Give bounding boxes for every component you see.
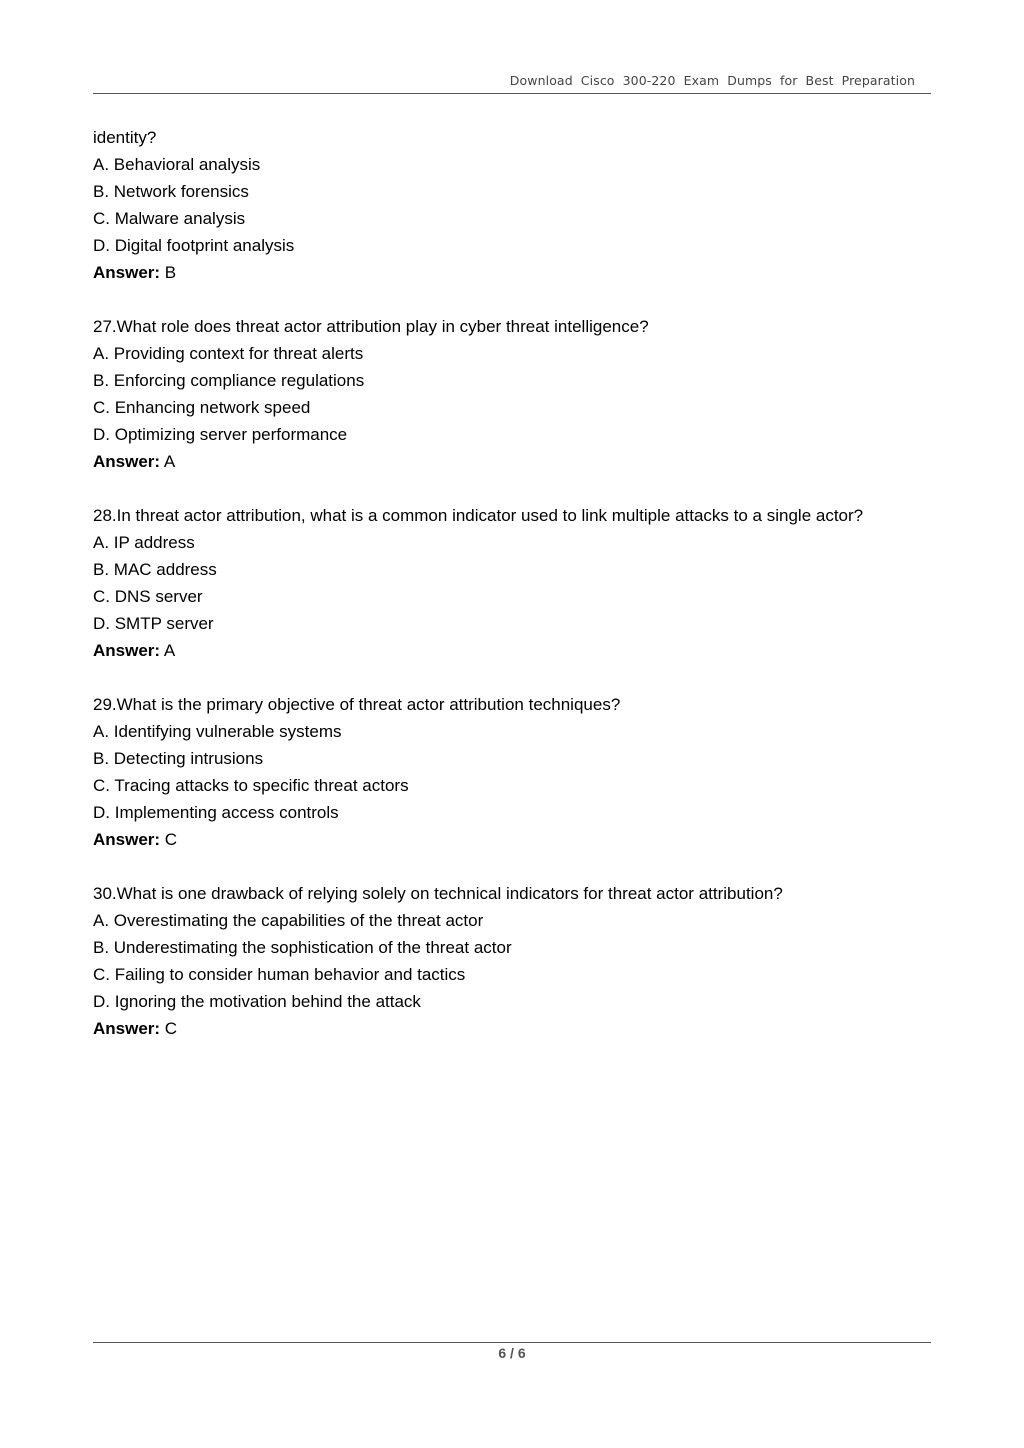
- answer-line: [93, 826, 933, 853]
- answer-label: Answer:: [93, 452, 161, 471]
- option-c: C. Tracing attacks to specific threat actors: [93, 776, 409, 795]
- option-b: B. Enforcing compliance regulations: [93, 371, 365, 390]
- option-a: A. Identifying vulnerable systems: [93, 722, 342, 741]
- answer-label: Answer:: [93, 641, 161, 660]
- question-block-26: [93, 124, 933, 286]
- answer-line: [93, 637, 933, 664]
- question-continuation: identity?: [93, 128, 157, 147]
- option-c: C. Enhancing network speed: [93, 398, 311, 417]
- option-b: B. Underestimating the sophistication of the threat actor: [93, 938, 512, 957]
- answer-value: B: [160, 263, 177, 282]
- page-header: Download Cisco 300-220 Exam Dumps for Best Preparation: [509, 73, 915, 88]
- question-text: 29.What is the primary objective of threat actor attribution techniques?: [93, 695, 621, 714]
- option-a: A. Overestimating the capabilities of the threat actor: [93, 911, 484, 930]
- option-b: B. MAC address: [93, 560, 217, 579]
- option-c: C. DNS server: [93, 587, 203, 606]
- option-c: C. Malware analysis: [93, 209, 246, 228]
- page-content: [93, 124, 933, 1042]
- answer-label: Answer:: [93, 1019, 161, 1038]
- option-d: D. Digital footprint analysis: [93, 236, 295, 255]
- header-divider: [93, 93, 931, 94]
- question-text: 28.In threat actor attribution, what is a common indicator used to link multiple attacks to a single actor?: [93, 506, 864, 525]
- option-d: D. Optimizing server performance: [93, 425, 348, 444]
- option-a: A. Behavioral analysis: [93, 155, 261, 174]
- option-d: D. Implementing access controls: [93, 803, 339, 822]
- page-number: 6 / 6: [498, 1345, 526, 1361]
- option-b: B. Network forensics: [93, 182, 249, 201]
- question-block-29: [93, 691, 933, 853]
- answer-value: A: [160, 641, 176, 660]
- footer-divider: [93, 1342, 931, 1343]
- answer-label: Answer:: [93, 830, 161, 849]
- option-d: D. Ignoring the motivation behind the attack: [93, 992, 421, 1011]
- question-block-27: [93, 313, 933, 475]
- answer-line: [93, 448, 933, 475]
- option-b: B. Detecting intrusions: [93, 749, 264, 768]
- option-d: D. SMTP server: [93, 614, 214, 633]
- answer-value: C: [160, 1019, 178, 1038]
- question-text: 27.What role does threat actor attribution play in cyber threat intelligence?: [93, 317, 649, 336]
- option-c: C. Failing to consider human behavior and tactics: [93, 965, 466, 984]
- option-a: A. IP address: [93, 533, 195, 552]
- answer-value: C: [160, 830, 178, 849]
- question-text: 30.What is one drawback of relying solely on technical indicators for threat actor attribution?: [93, 884, 783, 903]
- answer-value: A: [160, 452, 176, 471]
- answer-line: [93, 1015, 933, 1042]
- answer-line: [93, 259, 933, 286]
- option-a: A. Providing context for threat alerts: [93, 344, 364, 363]
- answer-label: Answer:: [93, 263, 161, 282]
- question-block-28: [93, 502, 933, 664]
- question-block-30: [93, 880, 933, 1042]
